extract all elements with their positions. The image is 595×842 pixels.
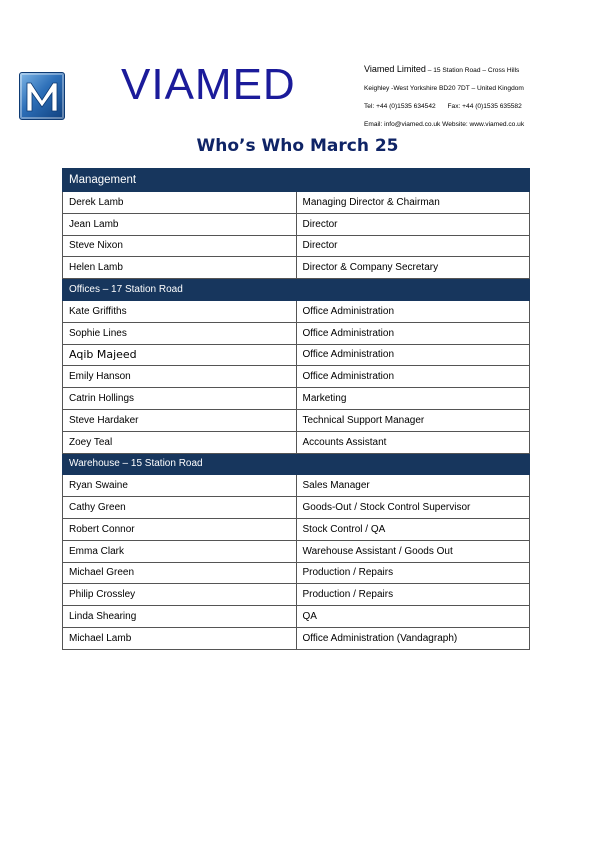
staff-name: Linda Shearing [63, 606, 297, 628]
brand-name: VIAMED [121, 60, 296, 109]
staff-name: Zoey Teal [63, 431, 297, 453]
staff-name: Jean Lamb [63, 213, 297, 235]
contact-line-address [364, 60, 589, 80]
staff-role: Director & Company Secretary [296, 257, 530, 279]
table-row [63, 497, 530, 519]
staff-name: Helen Lamb [63, 257, 297, 279]
table-row [63, 584, 530, 606]
table-row [63, 627, 530, 649]
staff-name: Robert Connor [63, 518, 297, 540]
section-header-row [63, 453, 530, 475]
table-row [63, 562, 530, 584]
table-row [63, 518, 530, 540]
table-row [63, 366, 530, 388]
staff-name: Steve Hardaker [63, 409, 297, 431]
staff-role: Office Administration (Vandagraph) [296, 627, 530, 649]
table-row [63, 192, 530, 214]
table-row [63, 409, 530, 431]
fax-number: Fax: +44 (0)1535 635582 [447, 103, 522, 110]
staff-role: Marketing [296, 388, 530, 410]
staff-name: Derek Lamb [63, 192, 297, 214]
staff-role: Sales Manager [296, 475, 530, 497]
staff-role: Director [296, 235, 530, 257]
staff-name: Emma Clark [63, 540, 297, 562]
table-row [63, 431, 530, 453]
staff-role: Office Administration [296, 322, 530, 344]
staff-name: Aqib Majeed [63, 344, 297, 366]
address-line2: Keighley -West Yorkshire BD20 7DT – United Kingdom [364, 85, 524, 92]
staff-name: Emily Hanson [63, 366, 297, 388]
contact-block [364, 60, 589, 134]
staff-role: Stock Control / QA [296, 518, 530, 540]
table-row [63, 213, 530, 235]
company-name: Viamed Limited [364, 64, 426, 74]
staff-role: Office Administration [296, 300, 530, 322]
table-row [63, 475, 530, 497]
staff-role: Technical Support Manager [296, 409, 530, 431]
staff-name: Cathy Green [63, 497, 297, 519]
staff-role: QA [296, 606, 530, 628]
staff-role: Office Administration [296, 344, 530, 366]
section-heading: Warehouse – 15 Station Road [63, 453, 530, 475]
staff-name: Steve Nixon [63, 235, 297, 257]
page-title: Who’s Who March 25 [196, 136, 399, 156]
staff-table [62, 168, 530, 650]
staff-role: Director [296, 213, 530, 235]
contact-line-phone [364, 98, 589, 116]
tel-number: Tel: +44 (0)1535 634542 [364, 103, 436, 110]
section-heading: Management [63, 169, 530, 192]
section-header-row [63, 169, 530, 192]
section-header-row [63, 279, 530, 301]
staff-name: Kate Griffiths [63, 300, 297, 322]
section-heading: Offices – 17 Station Road [63, 279, 530, 301]
table-row [63, 235, 530, 257]
address-line1: – 15 Station Road – Cross Hills [427, 67, 520, 74]
staff-role: Production / Repairs [296, 562, 530, 584]
table-row [63, 322, 530, 344]
staff-role: Accounts Assistant [296, 431, 530, 453]
table-row [63, 300, 530, 322]
staff-name: Ryan Swaine [63, 475, 297, 497]
staff-role: Managing Director & Chairman [296, 192, 530, 214]
table-row [63, 388, 530, 410]
staff-name: Philip Crossley [63, 584, 297, 606]
viamed-m-logo-icon [19, 72, 65, 120]
staff-role: Office Administration [296, 366, 530, 388]
staff-role: Warehouse Assistant / Goods Out [296, 540, 530, 562]
staff-name: Michael Lamb [63, 627, 297, 649]
email-website: Email: info@viamed.co.uk Website: www.viamed.co.uk [364, 121, 525, 128]
table-row [63, 540, 530, 562]
staff-name: Sophie Lines [63, 322, 297, 344]
table-row [63, 257, 530, 279]
staff-name: Michael Green [63, 562, 297, 584]
staff-name: Catrin Hollings [63, 388, 297, 410]
table-row [63, 344, 530, 366]
table-row [63, 606, 530, 628]
staff-role: Production / Repairs [296, 584, 530, 606]
staff-role: Goods-Out / Stock Control Supervisor [296, 497, 530, 519]
